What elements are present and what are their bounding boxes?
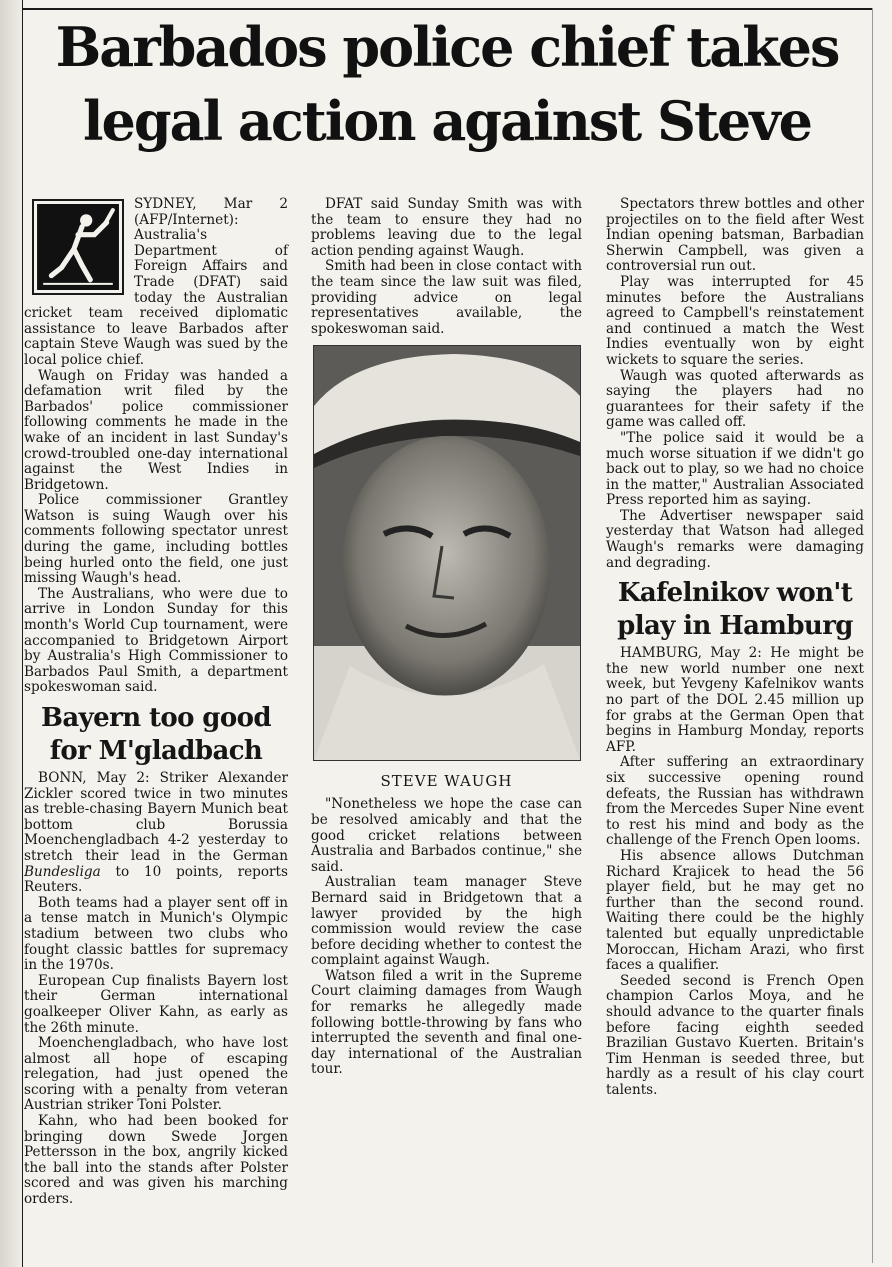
story2-lead-text: Striker Alexander Zickler scored twice in two minutes as treble-chasing Bayern Munich beat bottom club Borussia Moenchengladbach 4-2 yesterday to stretch their lead in the German — [24, 770, 289, 864]
story2-lead-tail: to 10 points, reports Reuters. — [24, 863, 288, 896]
story1-paragraph: The Australians, who were due to arrive in London Sunday for this month's World Cup tournament, were accompanied to Bridgetown Airport by Australia's High Commissioner to Barbados Paul Smith, a department spokeswoman said. — [24, 585, 288, 696]
story1-paragraph: Watson filed a writ in the Supreme Court claiming damages from Waugh for remarks he allegedly made following bottle-throwing by fans who interrupted the seventh and final one-day international of the Australian tour. — [311, 967, 582, 1078]
column-2 — [311, 197, 582, 1078]
column-1 — [24, 197, 288, 1208]
story2-paragraph: Moenchengladbach, who have lost almost all hope of escaping relegation, had just opened the scoring with a penalty from veteran Austrian striker Toni Polster. — [24, 1035, 288, 1114]
story3-paragraph — [606, 646, 864, 755]
story1-paragraph: Spectators threw bottles and other projectiles on to the field after West Indian opening batsman, Barbadian Sherwin Campbell, was given a controversial run out. — [606, 196, 864, 275]
photo-block — [311, 345, 582, 790]
story3-lead-text: He might be the new world number one next week, but Yevgeny Kafelnikov wants no part of the DOL 2.45 million up for grabs at the German Open that begins in Hamburg Monday, reports AFP. — [606, 645, 864, 755]
story3-paragraph: His absence allows Dutchman Richard Krajicek to head the 56 player field, but he may get no further than the second round. Waiting there could be the highly talented but equally unpredictable Moroccan, Hicham Arazi, who first faces a qualifier. — [606, 847, 864, 974]
main-headline: Barbados police chief takes legal action against Steve — [55, 15, 839, 153]
story1-dateline: SYDNEY, Mar 2 (AFP/Internet): — [134, 196, 288, 228]
story1-paragraph: Waugh on Friday was handed a defamation writ filed by the Barbados' police commissioner following comments he made in the wake of an incident in last Sunday's crowd-troubled one-day international against the West Indies in Bridgetown. — [24, 367, 288, 493]
story1-paragraph: Police commissioner Grantley Watson is suing Waugh over his comments following spectator unrest during the game, including bottles being hurled onto the field, one just missing Waugh's head. — [24, 492, 288, 587]
story2-headline: Bayern too good for M'gladbach — [41, 703, 271, 766]
story2-italic-term: Bundesliga — [24, 863, 101, 880]
story2-paragraph: European Cup finalists Bayern lost their German international goalkeeper Oliver Kahn, as early as the 26th minute. — [24, 972, 288, 1036]
story1-paragraph: "The police said it would be a much worse situation if we didn't go back out to play, so we had no choice in the matter," Australian Associated Press reported him as saying. — [606, 429, 864, 509]
cricket-logo — [32, 199, 124, 295]
right-rule — [872, 8, 873, 1263]
story1-paragraph: Waugh was quoted afterwards as saying the players had no guarantees for their safety if the game was called off. — [606, 367, 864, 431]
story3-paragraph: After suffering an extraordinary six successive opening round defeats, the Russian has withdrawn from the Mercedes Super Nine event to rest his mind and body as the challenge of the French Open looms. — [606, 754, 864, 849]
story1-paragraph: Play was interrupted for 45 minutes before the Australians agreed to Campbell's reinstatement and continued a match the West Indies eventually won by eight wickets to square the series. — [606, 273, 864, 368]
photo-caption: STEVE WAUGH — [380, 772, 513, 791]
column-3 — [606, 197, 864, 1098]
story1-paragraph: DFAT said Sunday Smith was with the team to ensure they had no problems leaving due to the legal action pending against Waugh. — [311, 196, 582, 259]
story3-headline: Kafelnikov won't play in Hamburg — [617, 578, 853, 642]
story2-paragraph — [24, 771, 288, 896]
story1-lead-text: Australia's Department of Foreign Affairs and Trade (DFAT) said today the Australian cricket team received diplomatic assistance to leave Barbados after captain Steve Waugh was sued by the local police chief. — [24, 227, 288, 368]
story1-paragraph: The Advertiser newspaper said yesterday that Watson had alleged Waugh's remarks were damaging and degrading. — [606, 507, 864, 571]
page-edge — [0, 0, 23, 1267]
story2-paragraph: Both teams had a player sent off in a tense match in Munich's Olympic stadium between two clubs who fought classic battles for supremacy in the 1970s. — [24, 894, 288, 974]
story3-dateline: HAMBURG, May 2: — [620, 645, 762, 662]
cricket-batsman-icon — [37, 204, 119, 290]
story1-paragraph: Australian team manager Steve Bernard said in Bridgetown that a lawyer provided by the high commission would review the case before deciding whether to contest the complaint against Waugh. — [311, 874, 582, 969]
story1-paragraph: Smith had been in close contact with the team since the law suit was filed, providing advice on legal representatives available, the spokeswoman said. — [311, 258, 582, 337]
story1-paragraph: "Nonetheless we hope the case can be resolved amicably and that the good cricket relations between Australia and Barbados continue," she said. — [311, 796, 582, 875]
steve-waugh-photo — [313, 345, 581, 761]
story2-dateline: BONN, May 2: — [38, 770, 150, 786]
story2-paragraph: Kahn, who had been booked for bringing down Swede Jorgen Pettersson in the box, angrily kicked the ball into the stands after Polster scored and was given his marching orders. — [24, 1113, 288, 1208]
story3-paragraph: Seeded second is French Open champion Carlos Moya, and he should advance to the quarter finals before facing eighth seeded Brazilian Gustavo Kuerten. Britain's Tim Henman is seeded three, but hardly as a result of his clay court talents. — [606, 972, 864, 1098]
